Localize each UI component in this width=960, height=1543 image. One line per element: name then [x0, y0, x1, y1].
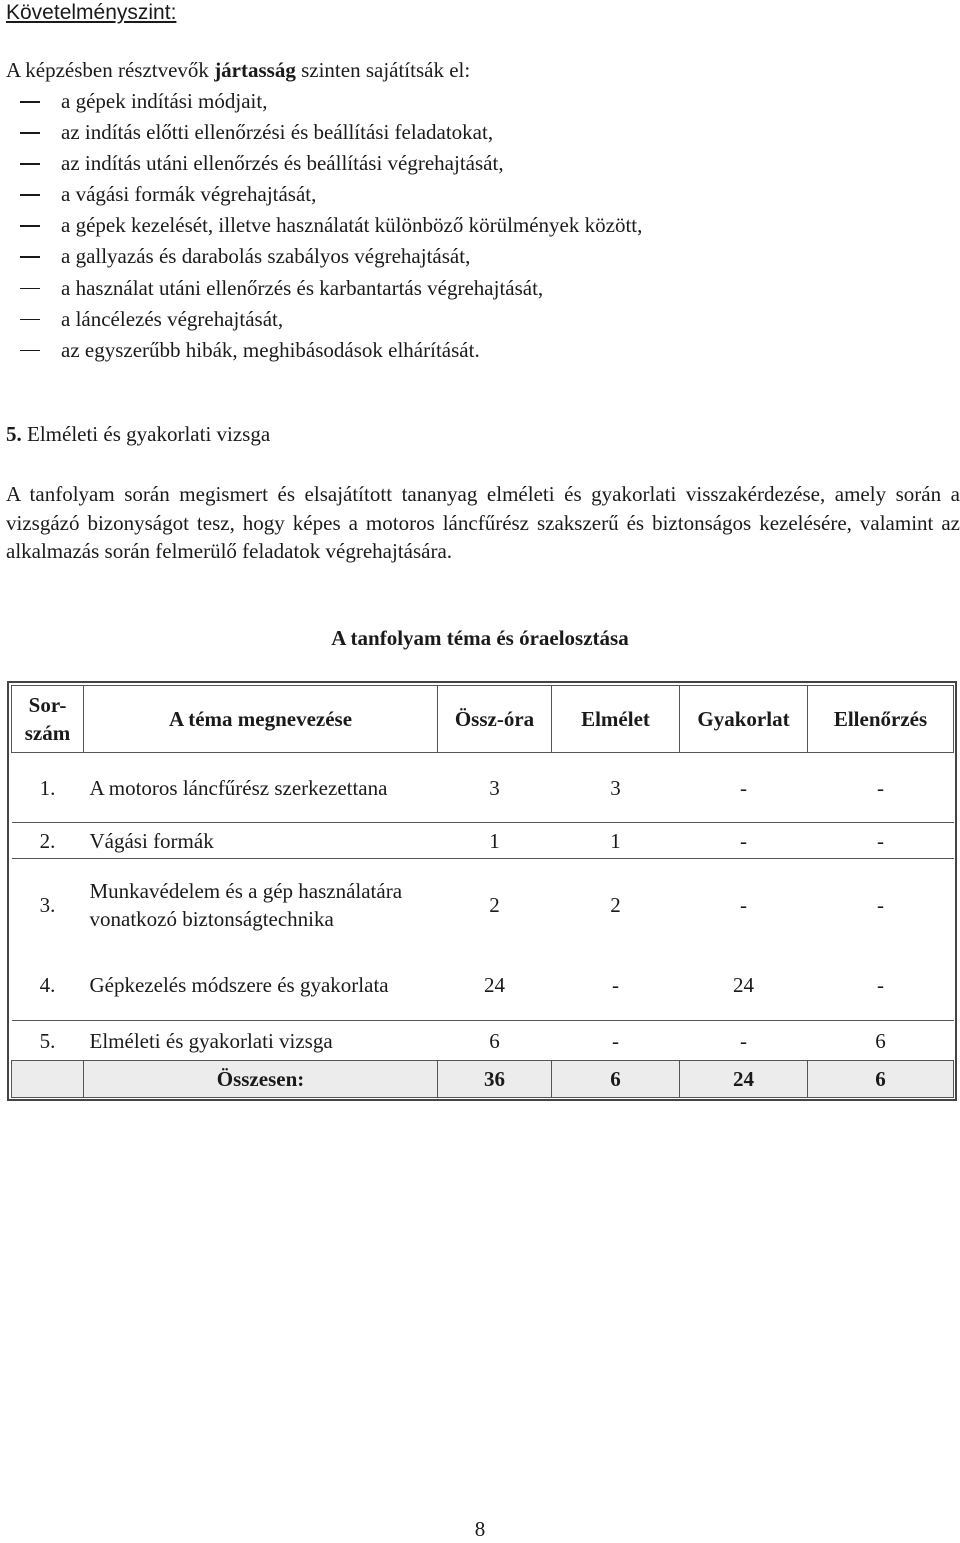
section-number: 5.: [6, 422, 22, 446]
row-num: 2.: [12, 823, 84, 859]
table-title: A tanfolyam téma és óraelosztása: [331, 626, 629, 650]
row-total: 3: [489, 775, 500, 800]
row-num: 3.: [12, 859, 84, 951]
table-total-row: [12, 1061, 954, 1098]
header-total: Össz-óra: [438, 686, 552, 753]
total-label: Összesen:: [84, 1061, 438, 1098]
row-num: 1.: [39, 775, 56, 800]
list-item: [6, 335, 906, 366]
dash-bullet-icon: [20, 319, 40, 321]
intro-suffix: szinten sajátítsák el:: [295, 58, 471, 82]
list-item: [6, 210, 906, 241]
row-check: -: [877, 973, 884, 998]
row-practice: 24: [733, 973, 754, 998]
row-theory: -: [612, 973, 619, 998]
total-hours: 36: [438, 1061, 552, 1098]
list-item: [6, 273, 906, 304]
header-practice: Gyakorlat: [680, 686, 808, 753]
dash-bullet-icon: [20, 256, 40, 258]
row-total: 1: [438, 823, 552, 859]
row-check: -: [808, 823, 954, 859]
list-item: [6, 148, 906, 179]
row-theory: 1: [552, 823, 680, 859]
list-item-text: a gépek indítási módjait,: [61, 89, 268, 113]
total-theory: 6: [552, 1061, 680, 1098]
row-num: 4.: [39, 973, 56, 998]
dash-bullet-icon: [20, 225, 40, 227]
row-theory: 2: [552, 859, 680, 951]
row-theory: -: [552, 1021, 680, 1061]
row-theory: 3: [610, 775, 621, 800]
list-item-text: az egyszerűbb hibák, meghibásodások elhárítását.: [61, 337, 480, 362]
row-total: 24: [484, 973, 505, 998]
table-row: [12, 753, 954, 823]
row-num: 5.: [12, 1021, 84, 1061]
row-check: -: [808, 859, 954, 951]
header-check: Ellenőrzés: [808, 686, 954, 753]
row-practice: -: [680, 823, 808, 859]
dash-bullet-icon: [20, 194, 40, 196]
list-item-text: a vágási formák végrehajtását,: [61, 182, 317, 207]
course-schedule-table: [11, 685, 954, 1098]
table-row: [12, 859, 954, 951]
row-practice: -: [680, 1021, 808, 1061]
row-topic: Elméleti és gyakorlati vizsga: [84, 1021, 438, 1061]
list-item: [6, 179, 906, 210]
row-topic: Munkavédelem és a gép használatára vonatkozó biztonságtechnika: [84, 859, 438, 951]
skills-list: [6, 86, 906, 366]
row-topic: Vágási formák: [84, 823, 438, 859]
header-topic: A téma megnevezése: [84, 686, 438, 753]
row-check: 6: [808, 1021, 954, 1061]
table-row: [12, 951, 954, 1021]
table-row: [12, 823, 954, 859]
dash-bullet-icon: [20, 163, 40, 165]
dash-bullet-icon: [20, 132, 40, 134]
header-num: Sor-szám: [12, 686, 84, 753]
row-practice: -: [740, 775, 747, 800]
list-item-text: a használat utáni ellenőrzés és karbantartás végrehajtását,: [61, 275, 544, 300]
list-item-text: a gallyazás és darabolás szabályos végrehajtását,: [61, 244, 471, 269]
total-practice: 24: [680, 1061, 808, 1098]
list-item: [6, 86, 906, 117]
list-item-text: a láncélezés végrehajtását,: [61, 306, 284, 331]
table-header-row: [12, 686, 954, 753]
list-item-text: az indítás utáni ellenőrzés és beállítási végrehajtását,: [61, 151, 504, 176]
intro-sentence: [6, 56, 470, 84]
total-check: 6: [808, 1061, 954, 1098]
total-spacer: [12, 1061, 84, 1098]
header-theory: Elmélet: [552, 686, 680, 753]
row-topic: A motoros láncfűrész szerkezettana: [89, 775, 388, 800]
dash-bullet-icon: [20, 101, 40, 103]
list-item-text: a gépek kezelését, illetve használatát különböző körülmények között,: [61, 213, 643, 238]
row-total: 6: [438, 1021, 552, 1061]
exam-description: A tanfolyam során megismert és elsajátított tananyag elméleti és gyakorlati visszakérdezése, amely során a vizsgázó bizonyságot tesz, hogy képes a motoros láncfűrész szakszerű és biztonságos kezelésére, valamint az alkalmazás során felmerülő feladatok végrehajtására.: [6, 482, 960, 563]
list-item: [6, 117, 906, 148]
list-item: [6, 241, 906, 272]
section-title-text: Elméleti és gyakorlati vizsga: [21, 422, 271, 446]
course-table-frame: [7, 681, 957, 1101]
list-item-text: az indítás előtti ellenőrzési és beállítási feladatokat,: [61, 120, 494, 145]
table-row: [12, 1021, 954, 1061]
requirement-level-heading: Követelményszint:: [6, 1, 177, 24]
dash-bullet-icon: [20, 288, 40, 290]
row-check: -: [877, 775, 884, 800]
row-practice: -: [680, 859, 808, 951]
intro-prefix: A képzésben résztvevők: [6, 58, 215, 82]
row-total: 2: [438, 859, 552, 951]
dash-bullet-icon: [20, 350, 40, 352]
list-item: [6, 304, 906, 335]
intro-emphasis: jártasság: [214, 58, 296, 82]
row-topic: Gépkezelés módszere és gyakorlata: [89, 973, 389, 998]
page-number: 8: [474, 1517, 486, 1541]
section-heading: [6, 420, 270, 448]
